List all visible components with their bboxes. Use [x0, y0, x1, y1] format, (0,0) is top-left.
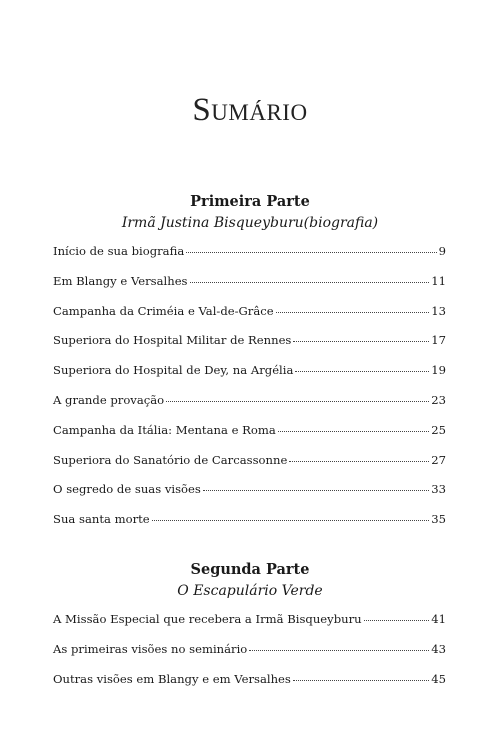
toc-entry[interactable] [53, 393, 446, 423]
dot-leader [190, 282, 430, 283]
dot-leader [364, 620, 430, 621]
part-1-heading [0, 192, 500, 234]
toc-entry-page: 13 [431, 303, 446, 318]
toc-entry-page: 43 [431, 641, 446, 656]
toc-entry-label: Superiora do Sanatório de Carcassonne [53, 452, 288, 467]
toc-entry-label: Campanha da Criméia e Val-de-Grâce [53, 303, 274, 318]
toc-entry-label: Em Blangy e Versalhes [53, 273, 188, 288]
toc-entry-page: 27 [431, 452, 446, 467]
toc-entry-label: Outras visões em Blangy e em Versalhes [53, 671, 291, 686]
part-2-heading [0, 560, 500, 602]
page-title: Sumário [192, 92, 308, 128]
toc-entry-page: 11 [431, 273, 446, 288]
toc-entry-page: 9 [438, 244, 446, 258]
toc-entry[interactable] [53, 672, 446, 702]
dot-leader [293, 341, 429, 342]
dot-leader [295, 371, 429, 372]
dot-leader [186, 252, 436, 253]
toc-entry-label: A grande provação [53, 392, 165, 407]
part-2-title: Segunda Parte [190, 561, 310, 578]
toc-entry[interactable] [53, 304, 446, 334]
toc-entry[interactable] [53, 363, 446, 393]
dot-leader [293, 680, 429, 681]
toc-entry-page: 19 [431, 363, 446, 378]
dot-leader [249, 650, 429, 651]
toc-entry[interactable] [53, 333, 446, 363]
dot-leader [276, 312, 430, 313]
toc-entry-label: Superiora do Hospital de Dey, na Argélia [53, 363, 294, 378]
toc-entry-label: As primeiras visões no seminário [53, 641, 248, 656]
part-2-subtitle: O Escapulário Verde [177, 583, 323, 599]
toc-entry[interactable] [53, 612, 446, 642]
toc-entry-label: Sua santa morte [53, 512, 150, 527]
toc-entry[interactable] [53, 453, 446, 483]
dot-leader [289, 461, 429, 462]
dot-leader [152, 520, 430, 521]
toc-entry[interactable] [53, 512, 446, 542]
part-1-title: Primeira Parte [190, 193, 310, 210]
toc-entry-page: 23 [431, 392, 446, 407]
toc-entry[interactable] [53, 482, 446, 512]
toc-entry-label: Superiora do Hospital Militar de Rennes [53, 333, 292, 348]
toc-entry-page: 45 [431, 671, 446, 686]
toc-entry-page: 17 [431, 333, 446, 348]
toc-entry[interactable] [53, 642, 446, 672]
toc-entry-label: Início de sua biografia [53, 244, 185, 258]
toc-entry-label: Campanha da Itália: Mentana e Roma [53, 422, 276, 437]
toc-entry-page: 33 [431, 482, 446, 497]
dot-leader [203, 490, 429, 491]
part-1-toc [53, 244, 446, 542]
toc-entry-page: 35 [431, 512, 446, 527]
toc-entry-label: O segredo de suas visões [53, 482, 201, 497]
toc-entry[interactable] [53, 423, 446, 453]
toc-entry-page: 25 [431, 422, 446, 437]
toc-entry[interactable] [53, 244, 446, 274]
toc-entry-page: 41 [431, 612, 446, 626]
part-2-toc [53, 612, 446, 701]
toc-entry-label: A Missão Especial que recebera a Irmã Bisqueyburu [53, 612, 362, 626]
dot-leader [278, 431, 430, 432]
dot-leader [166, 401, 429, 402]
toc-entry[interactable] [53, 274, 446, 304]
part-1-subtitle: Irmã Justina Bisqueyburu(biografia) [121, 215, 379, 231]
